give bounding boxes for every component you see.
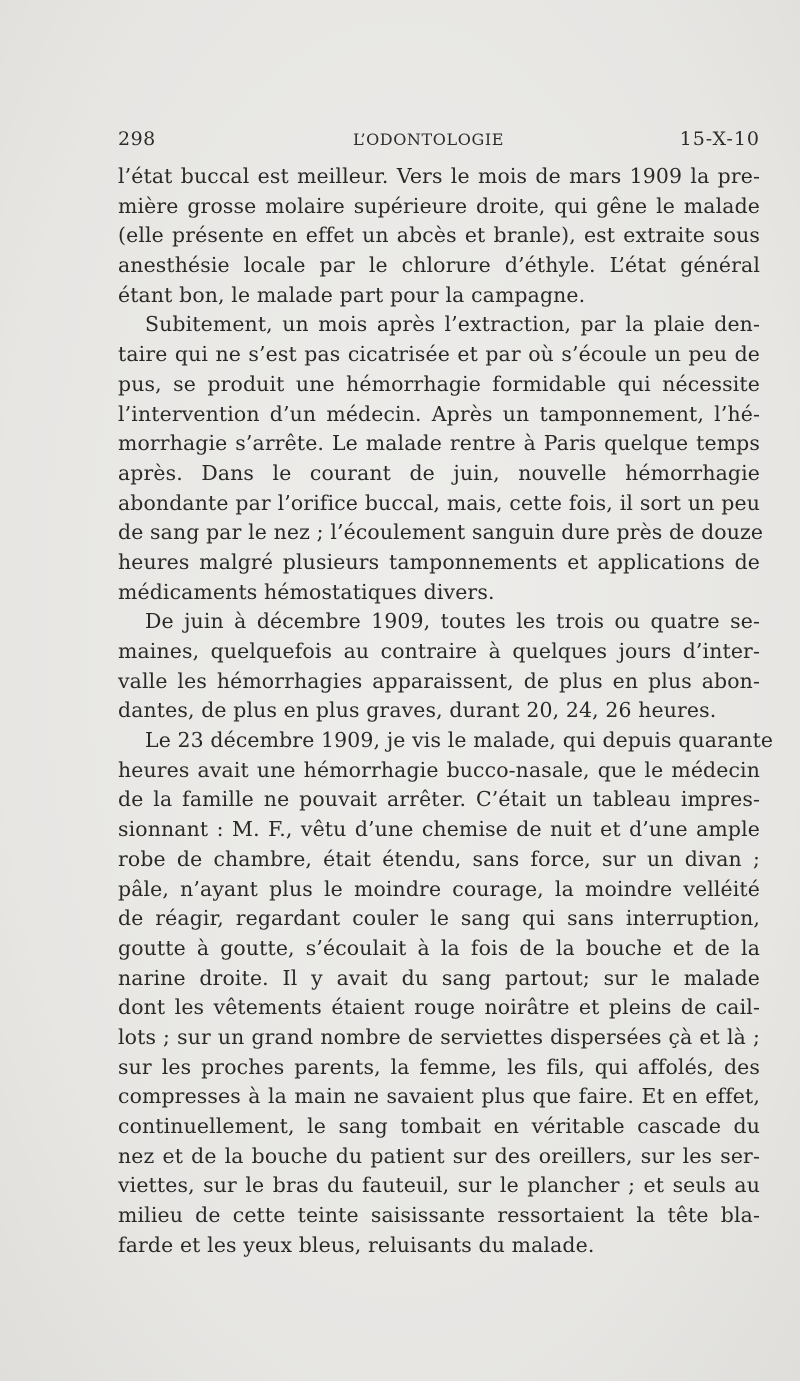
text-line: farde et les yeux bleus, reluisants du malade. — [118, 1232, 595, 1257]
text-line: Le 23 décembre 1909, je vis le malade, qui depuis quarante — [145, 728, 774, 753]
paragraph — [118, 310, 764, 607]
journal-title: L’ODONTOLOGIE — [353, 130, 505, 149]
text-line: robe de chambre, était étendu, sans force, sur un divan ; — [118, 846, 760, 871]
body-text — [118, 162, 774, 1260]
text-line: étant bon, le malade part pour la campagne. — [118, 282, 586, 307]
text-line: (elle présente en effet un abcès et branle), est extraite sous — [118, 223, 760, 248]
text-line: heures avait une hémorrhagie bucco-nasale, que le médecin — [118, 757, 760, 782]
text-line: l’état buccal est meilleur. Vers le mois de mars 1909 la pre- — [118, 164, 760, 188]
text-line: compresses à la main ne savaient plus que faire. Et en effet, — [118, 1084, 760, 1109]
text-line: Subitement, un mois après l’extraction, par la plaie den- — [145, 312, 760, 337]
text-line: De juin à décembre 1909, toutes les trois ou quatre se- — [145, 609, 760, 634]
text-line: de sang par le nez ; l’écoulement sanguin dure près de douze — [118, 520, 764, 545]
text-line: pâle, n’ayant plus le moindre courage, la moindre velléité — [118, 876, 760, 901]
text-line: continuellement, le sang tombait en véritable cascade du — [118, 1114, 760, 1138]
text-line: milieu de cette teinte saisissante ressortaient la tête bla- — [118, 1203, 760, 1228]
text-line: lots ; sur un grand nombre de serviettes dispersées çà et là ; — [118, 1024, 760, 1049]
text-line: de réagir, regardant couler le sang qui sans interruption, — [118, 906, 760, 931]
text-line: dont les vêtements étaient rouge noirâtre et pleins de cail- — [118, 995, 760, 1020]
text-line: de la famille ne pouvait arrêter. C’était un tableau impres- — [118, 787, 760, 812]
text-line: sionnant : M. F., vêtu d’une chemise de nuit et d’une ample — [118, 817, 760, 842]
text-line: anesthésie locale par le chlorure d’éthyle. L’état général — [118, 253, 760, 278]
text-line: viettes, sur le bras du fauteuil, sur le plancher ; et seuls au — [118, 1173, 760, 1198]
text-line: sur les proches parents, la femme, les fils, qui affolés, des — [118, 1054, 760, 1079]
text-line: abondante par l’orifice buccal, mais, cette fois, il sort un peu — [118, 490, 760, 515]
text-line: heures malgré plusieurs tamponnements et applications de — [118, 549, 760, 574]
paragraph — [118, 726, 774, 1260]
text-line: valle les hémorrhagies apparaissent, de plus en plus abon- — [118, 668, 760, 693]
text-line: pus, se produit une hémorrhagie formidable qui nécessite — [118, 371, 760, 396]
running-head — [118, 128, 760, 158]
text-line: maines, quelquefois au contraire à quelques jours d’inter- — [118, 639, 760, 663]
text-line: après. Dans le courant de juin, nouvelle hémorrhagie — [118, 460, 760, 485]
text-line: narine droite. Il y avait du sang partout; sur le malade — [118, 965, 760, 990]
text-line: mière grosse molaire supérieure droite, qui gêne le malade — [118, 193, 760, 218]
text-line: l’intervention d’un médecin. Après un tamponnement, l’hé- — [118, 401, 760, 426]
text-line: goutte à goutte, s’écoulait à la fois de la bouche et de la — [118, 935, 760, 960]
paragraph — [118, 162, 760, 310]
text-line: médicaments hémostatiques divers. — [118, 579, 495, 604]
text-line: taire qui ne s’est pas cicatrisée et par où s’écoule un peu de — [118, 342, 760, 367]
issue-date: 15-X-10 — [679, 128, 760, 150]
paragraph — [118, 607, 760, 726]
text-line: nez et de la bouche du patient sur des oreillers, sur les ser- — [118, 1143, 760, 1168]
text-line: dantes, de plus en plus graves, durant 20, 24, 26 heures. — [118, 698, 717, 723]
page-number: 298 — [118, 128, 156, 150]
text-line: morrhagie s’arrête. Le malade rentre à Paris quelque temps — [118, 431, 760, 456]
